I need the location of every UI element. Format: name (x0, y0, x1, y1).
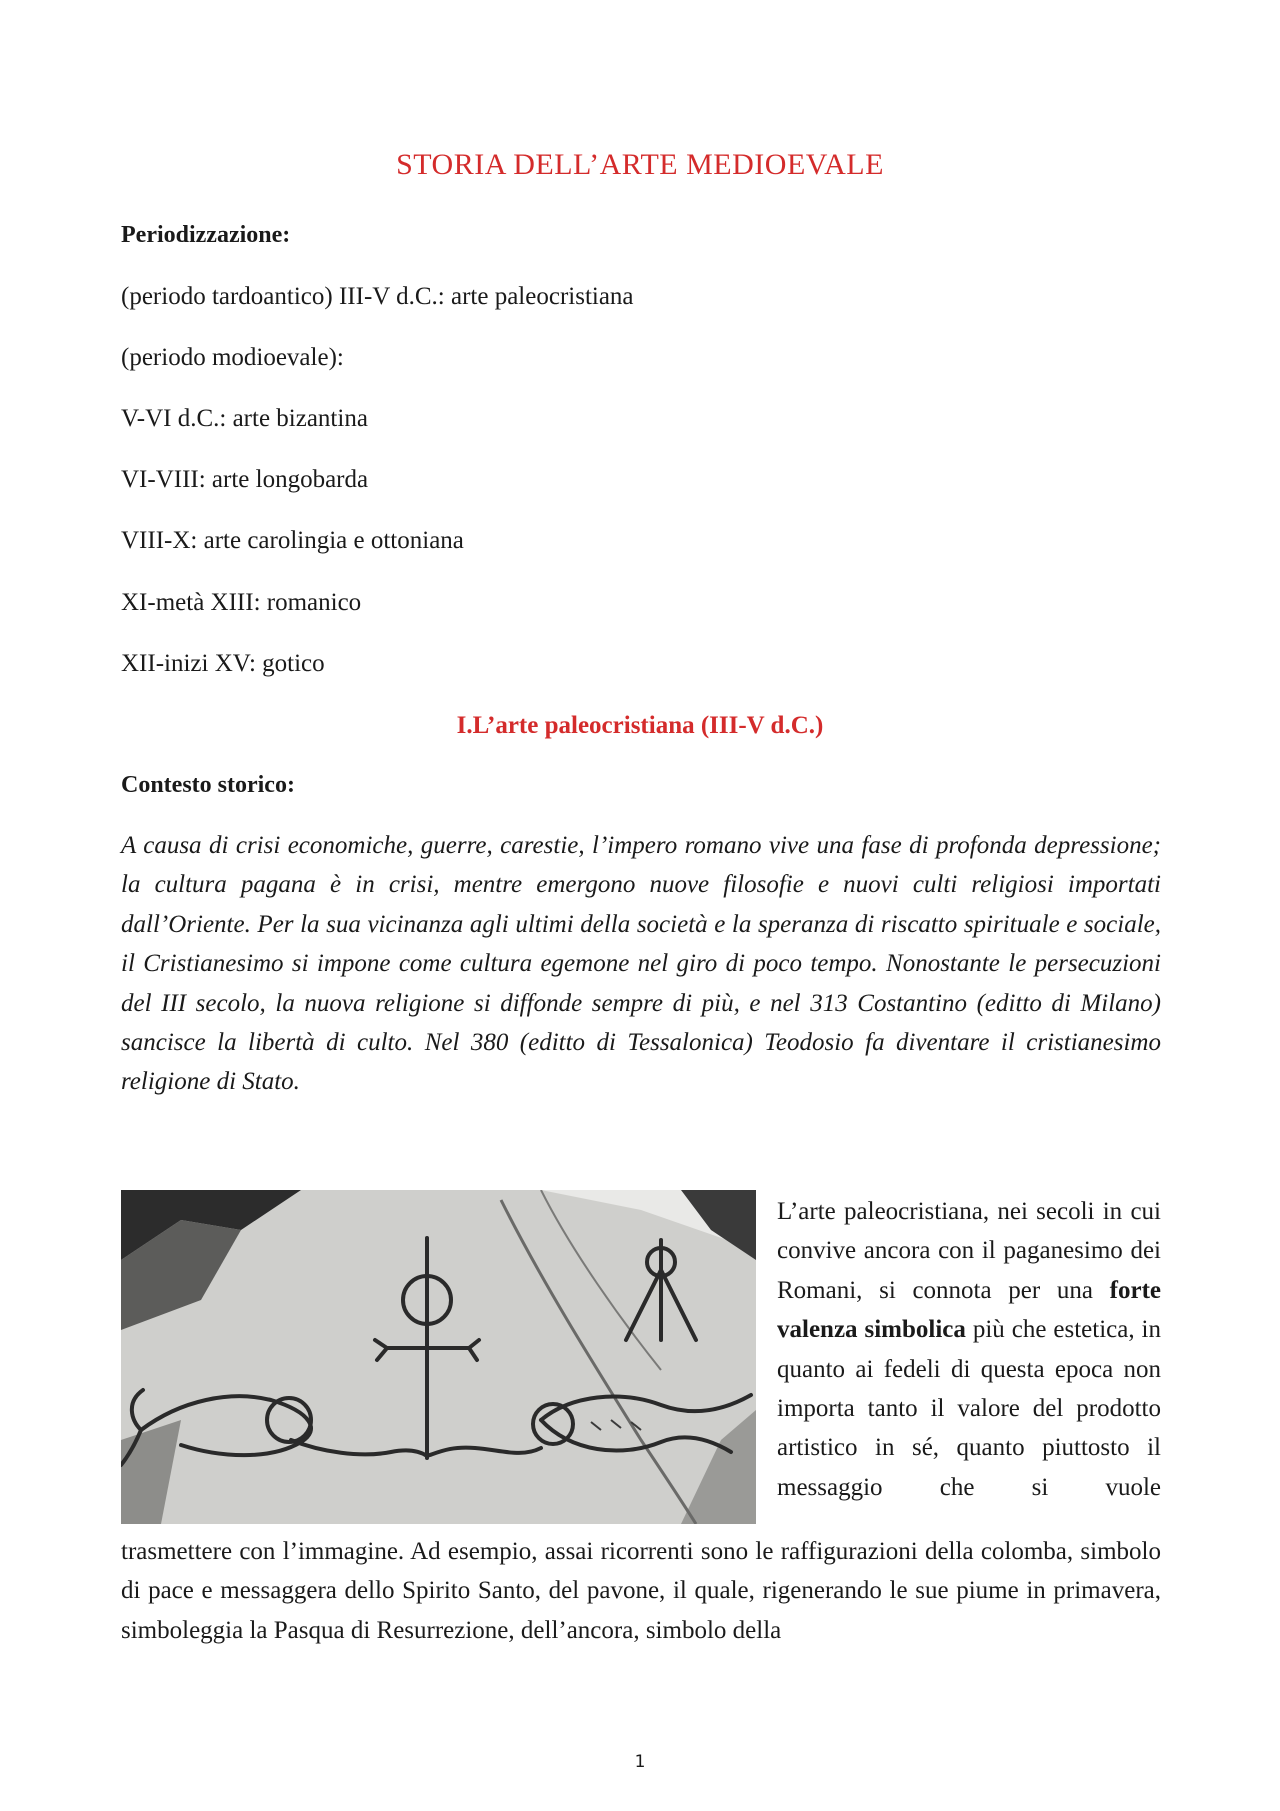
period-line: (periodo modioevale): (121, 344, 344, 371)
body-bold-phrase: forte valenza simbolica (777, 1276, 1161, 1344)
period-line: V-VI d.C.: arte bizantina (121, 405, 368, 432)
section-title: I.L’arte paleocristiana (III-V d.C.) (456, 712, 824, 739)
period-line: VIII-X: arte carolingia e ottoniana (121, 527, 464, 554)
period-line: XII-inizi XV: gotico (121, 650, 325, 677)
body-text-part2: più che estetica, in quanto ai fedeli di questa epoca non importa tanto il valore del prodotto artistico in sé, quanto piuttosto il messaggio che si vuole (777, 1316, 1161, 1501)
side-paragraph (777, 1192, 1161, 1507)
period-line: (periodo tardoantico) III-V d.C.: arte paleocristiana (121, 283, 634, 310)
fish-anchor-inscription-image (121, 1190, 756, 1524)
body-text-part1: L’arte paleocristiana, nei secoli in cui convive ancora con il paganesimo dei Romani, si connota per una (777, 1198, 1161, 1304)
bottom-paragraph: trasmettere con l’immagine. Ad esempio, assai ricorrenti sono le raffigurazioni della colomba, simbolo di pace e messaggera dello Spirito Santo, del pavone, il quale, rigenerando le sue piume in primavera, simboleggia la Pasqua di Resurrezione, dell’ancora, simbolo della (121, 1538, 1161, 1644)
context-heading: Contesto storico: (121, 772, 295, 798)
period-line: XI-metà XIII: romanico (121, 589, 362, 616)
period-line: VI-VIII: arte longobarda (121, 466, 369, 493)
document-title: STORIA DELL’ARTE MEDIOEVALE (396, 148, 884, 181)
context-paragraph: A causa di crisi economiche, guerre, carestie, l’impero romano vive una fase di profonda depressione; la cultura pagana è in crisi, mentre emergono nuove filosofie e nuovi culti religiosi importati dall’Oriente. Per la sua vicinanza agli ultimi della società e la speranza di riscatto spirituale e sociale, il Cristianesimo si impone come cultura egemone nel giro di poco tempo. Nonostante le persecuzioni del III secolo, la nuova religione si diffonde sempre di più, e nel 313 Costantino (editto di Milano) sancisce la libertà di culto. Nel 380 (editto di Tessalonica) Teodosio fa diventare il cristianesimo religione di Stato. (121, 832, 1161, 1096)
periodization-heading: Periodizzazione: (121, 222, 291, 248)
page-number: 1 (634, 1752, 646, 1772)
